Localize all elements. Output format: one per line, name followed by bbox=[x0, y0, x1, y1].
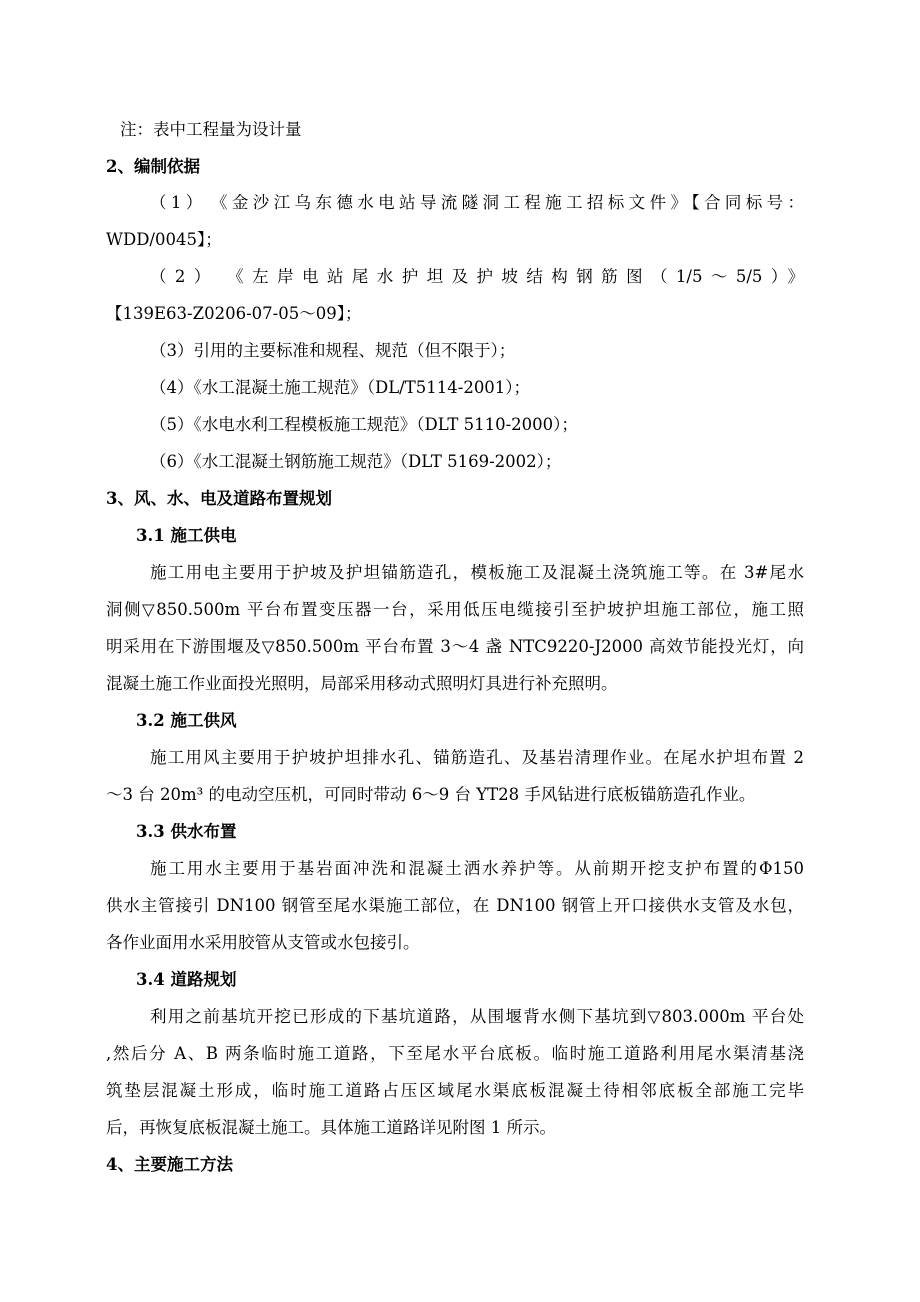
section-3-1-paragraph-line: 明采用在下游围堰及▽850.500m 平台布置 3～4 盏 NTC9220-J2000 高效节能投光灯，向 bbox=[106, 637, 804, 656]
section-3-1-paragraph-line: 混凝土施工作业面投光照明，局部采用移动式照明灯具进行补充照明。 bbox=[106, 674, 618, 693]
section-2-heading: 2、编制依据 bbox=[106, 157, 200, 176]
section-3-4-heading: 3.4 道路规划 bbox=[136, 970, 237, 989]
section-3-4-paragraph-line: 后，再恢复底板混凝土施工。具体施工道路详见附图 1 所示。 bbox=[106, 1118, 556, 1137]
section-3-heading: 3、风、水、电及道路布置规划 bbox=[106, 489, 332, 508]
section-3-1-paragraph-line: 洞侧▽850.500m 平台布置变压器一台，采用低压电缆接引至护坡护坦施工部位，施工照 bbox=[106, 600, 804, 619]
section-3-2-paragraph-line: 施工用风主要用于护坡护坦排水孔、锚筋造孔、及基岩清理作业。在尾水护坦布置 2 bbox=[150, 748, 804, 767]
section-3-3-paragraph-line: 各作业面用水采用胶管从支管或水包接引。 bbox=[106, 933, 420, 952]
reference-item-2-line-1: （2） 《左岸电站尾水护坦及护坡结构钢筋图（1/5～5/5）》 bbox=[150, 267, 804, 286]
reference-item-3: （3）引用的主要标准和规程、规范（但不限于）； bbox=[150, 341, 516, 360]
section-3-4-paragraph-line: 筑垫层混凝土形成，临时施工道路占压区域尾水渠底板混凝土待相邻底板全部施工完毕 bbox=[106, 1081, 804, 1100]
reference-item-1-line-1: （1） 《金沙江乌东德水电站导流隧洞工程施工招标文件》【合同标号： bbox=[150, 193, 804, 212]
section-3-3-paragraph-line: 供水主管接引 DN100 钢管至尾水渠施工部位，在 DN100 钢管上开口接供水支管及水包， bbox=[106, 896, 804, 915]
section-3-4-paragraph-line: ,然后分 A、B 两条临时施工道路，下至尾水平台底板。临时施工道路利用尾水渠清基浇 bbox=[106, 1044, 804, 1063]
reference-item-6: （6）《水工混凝土钢筋施工规范》（DLT 5169-2002）； bbox=[150, 452, 562, 471]
section-3-1-heading: 3.1 施工供电 bbox=[136, 526, 237, 545]
section-3-2-paragraph-line: ～3 台 20m³ 的电动空压机，可同时带动 6～9 台 YT28 手风钻进行底板锚筋造孔作业。 bbox=[106, 785, 756, 804]
reference-item-2-line-2: 【139E63-Z0206-07-05～09】； bbox=[106, 304, 362, 323]
section-3-3-paragraph-line: 施工用水主要用于基岩面冲洗和混凝土洒水养护等。从前期开挖支护布置的Φ150 bbox=[150, 859, 804, 878]
reference-item-1-line-2: WDD/0045】； bbox=[106, 230, 222, 249]
section-3-4-paragraph-line: 利用之前基坑开挖已形成的下基坑道路，从围堰背水侧下基坑到▽803.000m 平台处 bbox=[150, 1007, 804, 1026]
reference-item-4: （4）《水工混凝土施工规范》（DL/T5114-2001）； bbox=[150, 378, 531, 397]
section-3-3-heading: 3.3 供水布置 bbox=[136, 822, 237, 841]
section-4-heading: 4、主要施工方法 bbox=[106, 1155, 233, 1174]
section-3-2-heading: 3.2 施工供风 bbox=[136, 711, 237, 730]
table-note: 注：表中工程量为设计量 bbox=[120, 120, 302, 139]
section-3-1-paragraph-line: 施工用电主要用于护坡及护坦锚筋造孔，模板施工及混凝土浇筑施工等。在 3#尾水 bbox=[150, 563, 804, 582]
reference-item-5: （5）《水电水利工程模板施工规范》（DLT 5110-2000）； bbox=[150, 415, 578, 434]
